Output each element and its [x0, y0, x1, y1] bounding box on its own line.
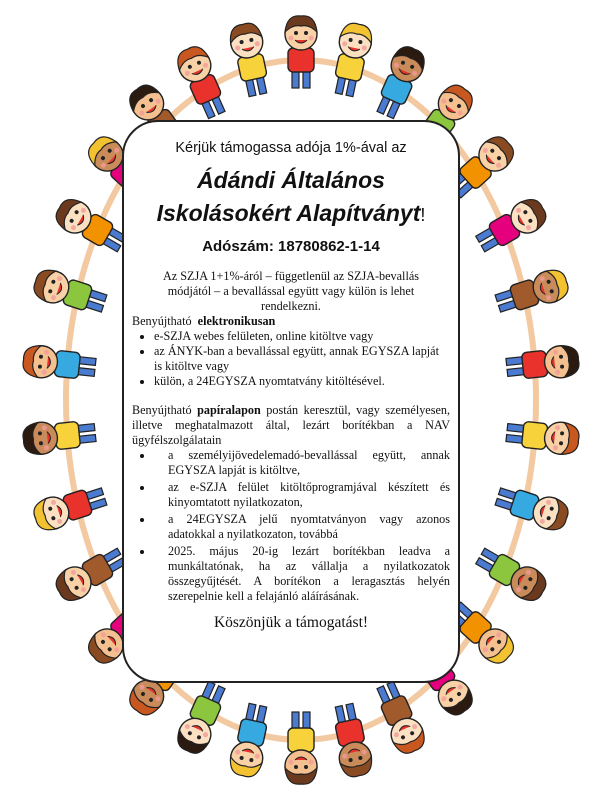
foundation-name-line1: Ádándi Általános — [197, 167, 385, 193]
list-item: • a személyijövedelemadó-bevallással együtt, annak EGYSZA lapját is kitöltve, — [154, 448, 450, 478]
paper-rest: postán keresztül, vagy személyesen, illetve meghatalmazott által, lezárt borítékban a NAV ügyfélszolgálatain — [132, 403, 450, 447]
list-item: • a 24EGYSZA jelű nyomtatványon vagy azonos adatokkal a nyilatkozaton, továbbá — [154, 512, 450, 542]
paper-bold: papíralapon — [197, 403, 261, 417]
child-figure — [31, 266, 110, 319]
paper-paragraph — [132, 403, 450, 448]
paper-lead: Benyújtható — [132, 403, 192, 417]
thanks-text: Köszönjük a támogatást! — [213, 614, 369, 631]
child-figure — [227, 21, 273, 98]
child-figure — [505, 417, 580, 456]
electronic-heading — [132, 314, 450, 329]
child-figure — [22, 344, 97, 383]
foundation-name-text: Iskolásokért Alapítványt — [156, 200, 421, 226]
child-figure — [31, 481, 110, 534]
list-item: • az ÁNYK-ban a bevallással együtt, annak EGYSZA lapját is kitöltve vagy — [154, 344, 450, 374]
paper-list — [132, 448, 450, 604]
electronic-bold: elektronikusan — [197, 314, 276, 328]
child-figure — [328, 21, 374, 98]
child-figure — [328, 702, 374, 779]
child-figure — [493, 481, 572, 534]
tax-number: Adószám: 18780862-1-14 — [202, 238, 380, 255]
child-figure — [493, 266, 572, 319]
child-figure — [22, 417, 97, 456]
list-item: • külön, a 24EGYSZA nyomtatvány kitöltésével. — [154, 374, 450, 389]
child-figure — [227, 702, 273, 779]
intro-paragraph: Az SZJA 1+1%-áról – függetlenül az SZJA-bevallás módjától – a bevallással együtt vagy külön is lehet rendelkezni. — [163, 269, 419, 313]
flyer-card — [122, 120, 460, 683]
intro-text: Kérjük támogassa adója 1%-ával az — [175, 140, 407, 156]
foundation-name-line2 — [132, 197, 450, 232]
exclamation: ! — [420, 205, 426, 225]
list-item: • 2025. május 20-ig lezárt borítékban leadva a munkáltatónak, ha az vállalja a nyilatkozatok összegyűjtését. A borítékon a leragasztás helyén szerepelnie kell a felajánló aláírásának. — [154, 544, 450, 604]
child-figure — [285, 16, 317, 88]
child-figure — [285, 712, 317, 784]
list-item: • e-SZJA webes felületen, online kitöltve vagy — [154, 329, 450, 344]
electronic-list — [132, 329, 450, 389]
list-item: • az e-SZJA felület kitöltőprogramjával készített és kinyomtatott nyilatkozaton, — [154, 480, 450, 510]
child-figure — [505, 344, 580, 383]
electronic-lead: Benyújtható — [132, 314, 192, 328]
